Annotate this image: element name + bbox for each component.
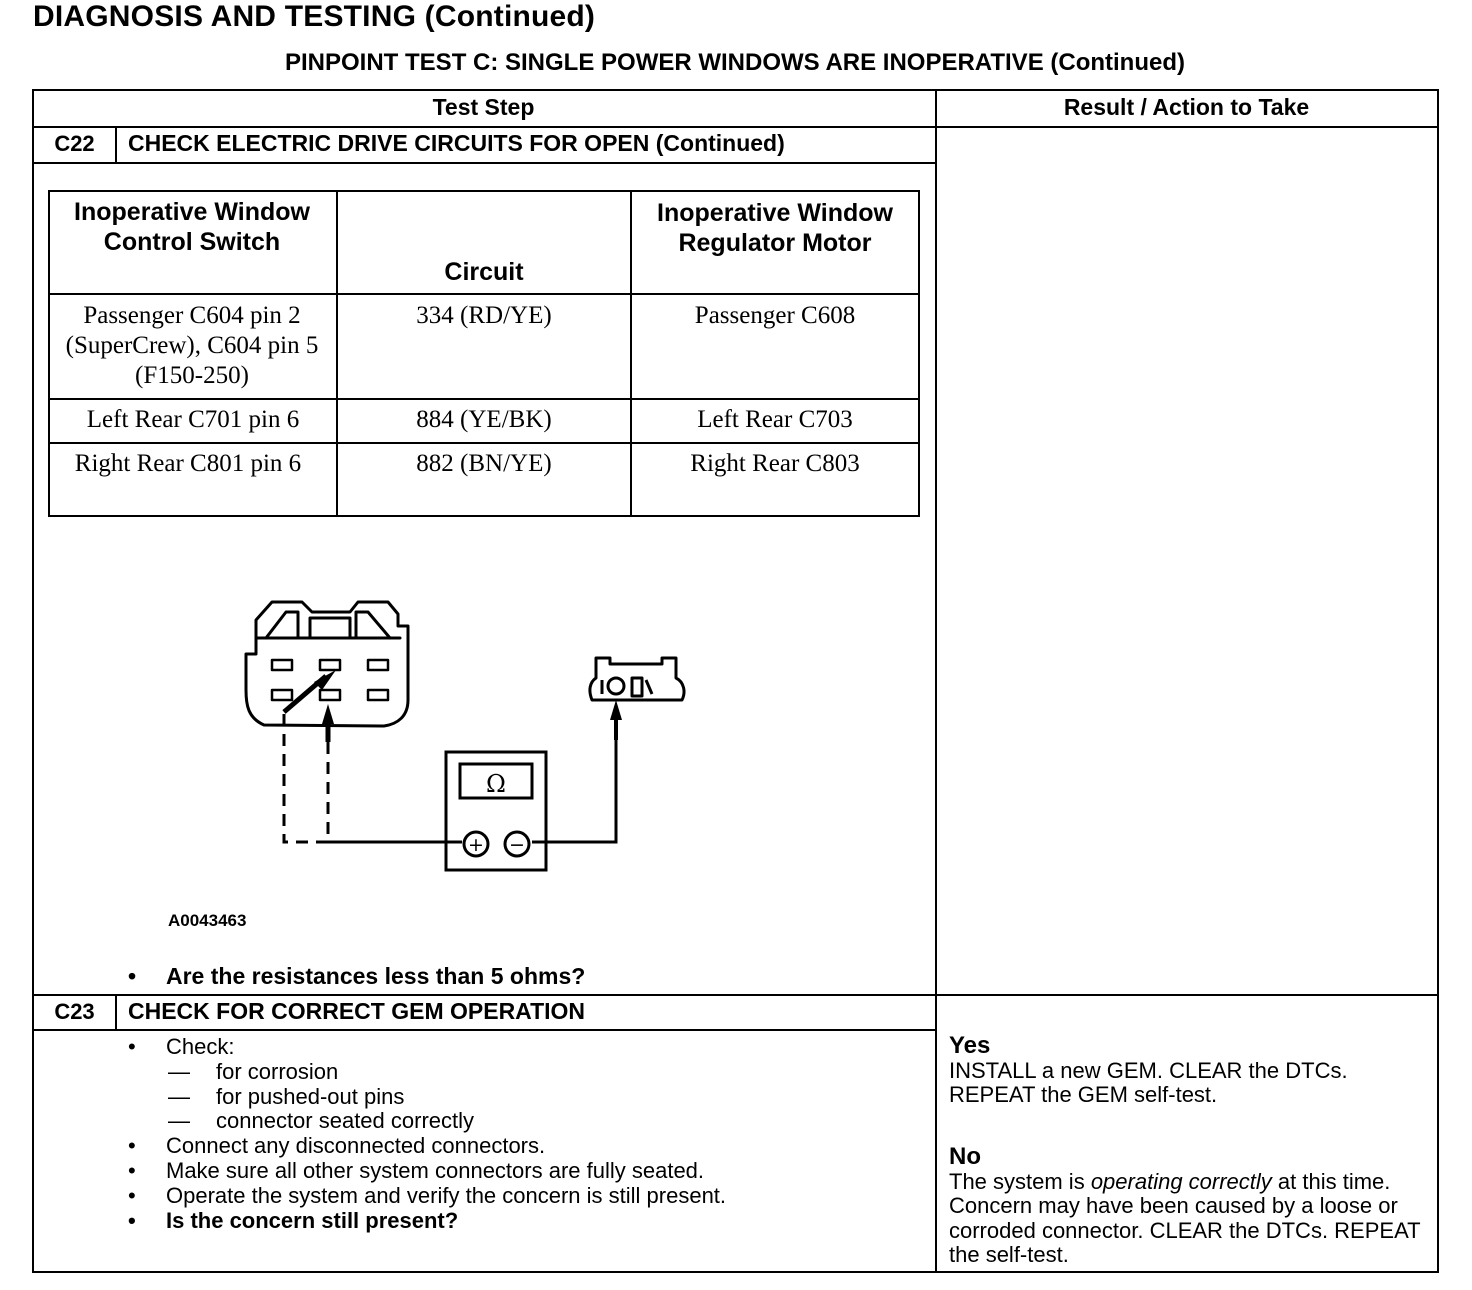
meter-minus-terminal: − <box>509 834 525 856</box>
table-cell: Passenger C604 pin 2 (SuperCrew), C604 pin 5 (F150-250) <box>65 302 319 389</box>
table-cell: 334 (RD/YE) <box>416 302 552 329</box>
result-no-text: The system is operating correctly at this time. Concern may have been caused by a loose or corroded connector. CLEAR the DTCs. REPEAT the self-test. <box>949 1168 1421 1267</box>
table-cell: Passenger C608 <box>694 302 856 329</box>
list-item: — for pushed-out pins <box>168 1083 405 1109</box>
circuit-table-header-circuit: Circuit <box>444 258 524 286</box>
result-yes-text: INSTALL a new GEM. CLEAR the DTCs. REPEAT the GEM self-test. <box>949 1057 1348 1107</box>
figure-id: A0043463 <box>168 911 247 930</box>
ohmmeter-test-diagram <box>0 0 936 994</box>
table-cell: Right Rear C803 <box>690 450 860 477</box>
table-cell: 884 (YE/BK) <box>416 406 552 433</box>
step-title: CHECK FOR CORRECT GEM OPERATION <box>128 998 586 1024</box>
list-item: • Check: <box>128 1034 235 1059</box>
column-header-test-step: Test Step <box>432 94 535 120</box>
test-question: Are the resistances less than 5 ohms? <box>166 963 586 989</box>
column-header-result-action: Result / Action to Take <box>1063 94 1310 120</box>
step-number: C23 <box>54 999 95 1024</box>
meter-plus-terminal: + <box>468 834 484 856</box>
result-yes-label: Yes <box>949 1032 991 1059</box>
page-title: DIAGNOSIS AND TESTING (Continued) <box>33 0 596 33</box>
step-title: CHECK ELECTRIC DRIVE CIRCUITS FOR OPEN (Continued) <box>128 130 785 156</box>
list-item: • Make sure all other system connectors are fully seated. <box>128 1157 705 1183</box>
table-cell: 882 (BN/YE) <box>416 450 552 477</box>
procedure-list <box>128 1035 928 1233</box>
table-cell: Right Rear C801 pin 6 <box>74 450 302 477</box>
pinpoint-test-title-text: PINPOINT TEST C: SINGLE POWER WINDOWS ARE INOPERATIVE (Continued) <box>285 49 1185 76</box>
circuit-table-header-motor: Inoperative Window Regulator Motor <box>657 199 893 257</box>
table-cell: Left Rear C701 pin 6 <box>86 406 300 433</box>
list-item: • Is the concern still present? <box>128 1207 459 1233</box>
result-no-label: No <box>949 1143 981 1170</box>
bullet: • <box>128 963 137 989</box>
list-item: — connector seated correctly <box>168 1108 475 1134</box>
list-item: • Connect any disconnected connectors. <box>128 1133 546 1159</box>
table-cell: Left Rear C703 <box>697 406 853 433</box>
circuit-table-header-switch: Inoperative Window Control Switch <box>74 198 310 256</box>
test-leads <box>284 714 616 842</box>
list-item: — for corrosion <box>168 1058 339 1084</box>
result-yes <box>949 1034 1433 1108</box>
ohm-symbol-icon: Ω <box>486 770 506 798</box>
test-probes <box>284 670 622 742</box>
result-no <box>949 1145 1433 1268</box>
step-number: C22 <box>54 131 95 156</box>
list-item: • Operate the system and verify the concern is still present. <box>128 1182 727 1208</box>
motor-connector <box>590 658 684 700</box>
